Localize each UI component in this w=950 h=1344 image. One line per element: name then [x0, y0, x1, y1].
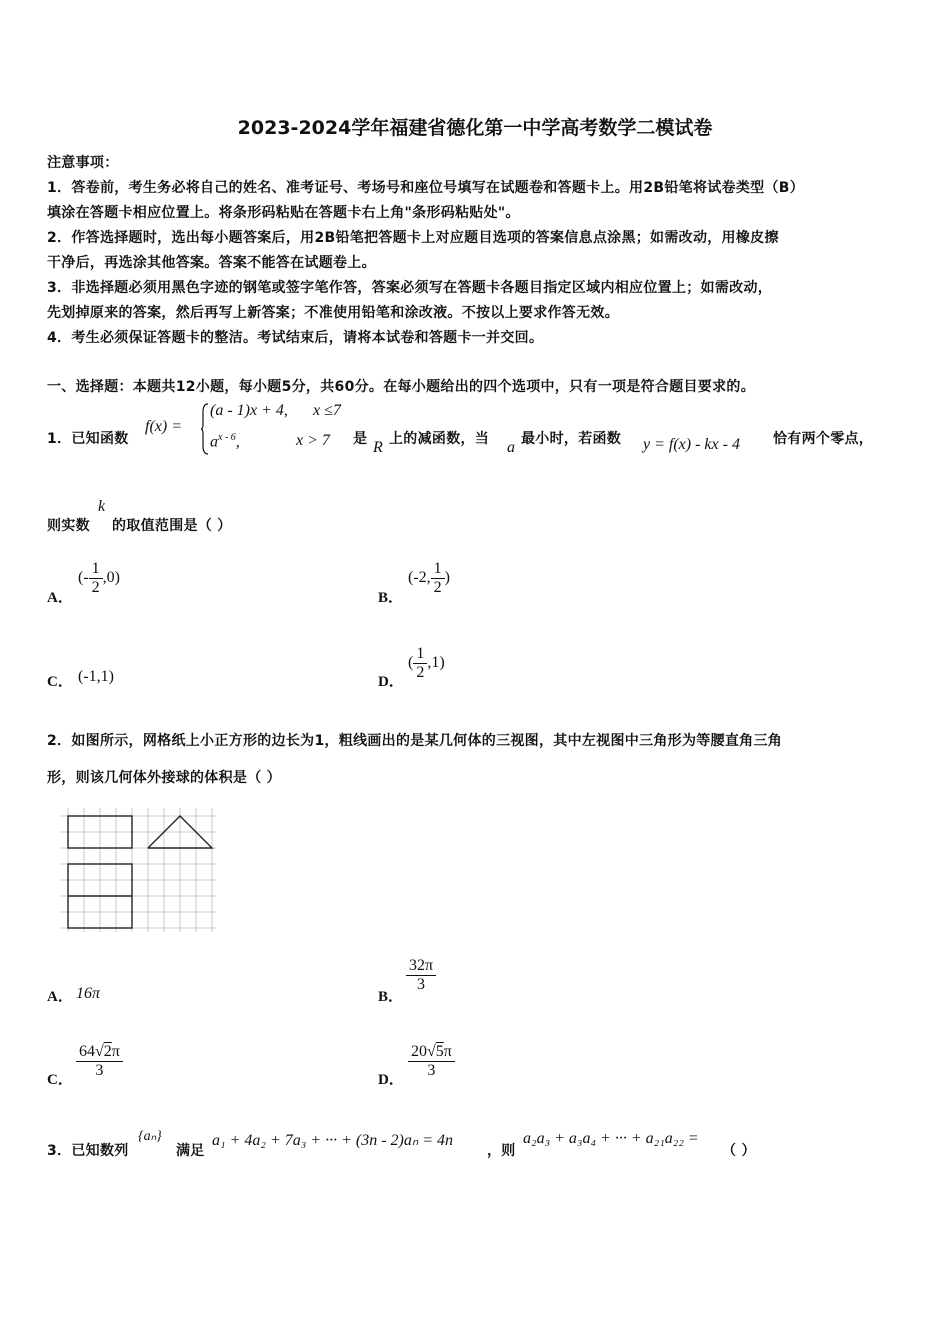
notice-line: 填涂在答题卡相应位置上。将条形码粘贴在答题卡右上角"条形码粘贴处"。 — [47, 205, 520, 221]
notice-line: 4．考生必须保证答题卡的整洁。考试结束后，请将本试卷和答题卡一并交回。 — [47, 330, 544, 346]
q1-line2: 的取值范围是（ ） — [112, 518, 232, 534]
q2-option-a-label[interactable]: A． — [47, 989, 73, 1005]
q1-function-name: f(x) = — [145, 418, 182, 435]
q3-prefix: 3．已知数列 — [47, 1143, 129, 1159]
q1-text: 恰有两个零点， — [773, 431, 874, 447]
q2-option-c-label[interactable]: C． — [47, 1072, 73, 1088]
q1-prefix: 1．已知函数 — [47, 431, 129, 447]
q1-y-function: y = f(x) - kx - 4 — [643, 436, 740, 453]
left-brace-icon — [200, 402, 210, 456]
q1-cond1: x ≤7 — [313, 402, 341, 419]
q3-text: 满足 — [176, 1143, 205, 1159]
q1-cond2: x > 7 — [296, 432, 330, 449]
q1-option-a-value: (- $\frac{1}{2}$ ,0) — [78, 560, 120, 596]
notice-line: 先划掉原来的答案，然后再写上新答案；不准使用铅笔和涂改液。不按以上要求作答无效。 — [47, 305, 619, 321]
thick-outlines — [68, 816, 212, 928]
q2-option-d-label[interactable]: D． — [378, 1072, 404, 1088]
grid-lines — [60, 808, 216, 932]
q1-case1: (a - 1)x + 4, — [210, 402, 288, 419]
q1-option-d-value: ( $\frac{1}{2}$ ,1) — [408, 645, 445, 681]
notice-line: 1．答卷前，考生务必将自己的姓名、准考证号、考场号和座位号填写在试题卷和答题卡上。用2B铅笔将试卷类型（B） — [47, 180, 805, 196]
q1-option-a-label[interactable]: A． — [47, 590, 73, 606]
q1-a: a — [507, 439, 515, 456]
q1-R: R — [373, 439, 383, 456]
q3-sequence: {aₙ} — [138, 1129, 162, 1144]
notice-line: 3．非选择题必须用黑色字迹的钢笔或签字笔作答，答案必须写在答题卡各题目指定区域内相应位置上；如需改动， — [47, 280, 773, 296]
notice-heading: 注意事项： — [47, 155, 119, 171]
q2-option-a-value: 16π — [76, 985, 101, 1002]
q1-k: k — [98, 498, 106, 515]
page-title: 2023-2024学年福建省德化第一中学高考数学二模试卷 — [237, 117, 713, 139]
q3-expression: a₂a₃ + a₃a₄ + ··· + a₂₁a₂₂ = — [523, 1130, 699, 1147]
q2-line2: 形，则该几何体外接球的体积是（ ） — [47, 770, 281, 786]
q1-text: 上的减函数，当 — [389, 431, 490, 447]
q2-option-b-label[interactable]: B． — [378, 989, 404, 1005]
q2-option-d-value: $\frac{20√5\pi}{3}$ — [408, 1043, 455, 1079]
q1-line2: 则实数 — [47, 518, 90, 534]
q3-text: ，则 — [487, 1143, 516, 1159]
q2-option-c-value: $\frac{64√2\pi}{3}$ — [76, 1043, 123, 1079]
three-view-grid-figure — [60, 808, 220, 934]
q1-text: 最小时，若函数 — [521, 431, 622, 447]
q2-option-b-value: $\frac{32\pi}{3}$ — [406, 957, 436, 993]
q3-text: （ ） — [722, 1143, 756, 1159]
q3-equation: a₁ + 4a₂ + 7a₃ + ··· + (3n - 2)aₙ = 4n — [212, 1132, 454, 1149]
notice-line: 2．作答选择题时，选出每小题答案后，用2B铅笔把答题卡上对应题目选项的答案信息点涂黑；如需改动，用橡皮擦 — [47, 230, 779, 246]
section-heading: 一、选择题：本题共12小题，每小题5分，共60分。在每小题给出的四个选项中，只有一项是符合题目要求的。 — [47, 379, 756, 395]
q1-option-b-label[interactable]: B． — [378, 590, 404, 606]
notice-line: 干净后，再选涂其他答案。答案不能答在试题卷上。 — [47, 255, 376, 271]
q1-text: 是 — [353, 431, 368, 447]
q1-option-c-label[interactable]: C． — [47, 674, 73, 690]
q2-line1: 2．如图所示，网格纸上小正方形的边长为1，粗线画出的是某几何体的三视图，其中左视图中三角形为等腰直角三角 — [47, 733, 783, 749]
q1-option-b-value: (-2, $\frac{1}{2}$ ) — [408, 560, 450, 596]
q1-case2: $a^{x - 6}$, — [210, 432, 240, 451]
q1-option-d-label[interactable]: D． — [378, 674, 404, 690]
q1-option-c-value: (-1,1) — [78, 668, 114, 685]
